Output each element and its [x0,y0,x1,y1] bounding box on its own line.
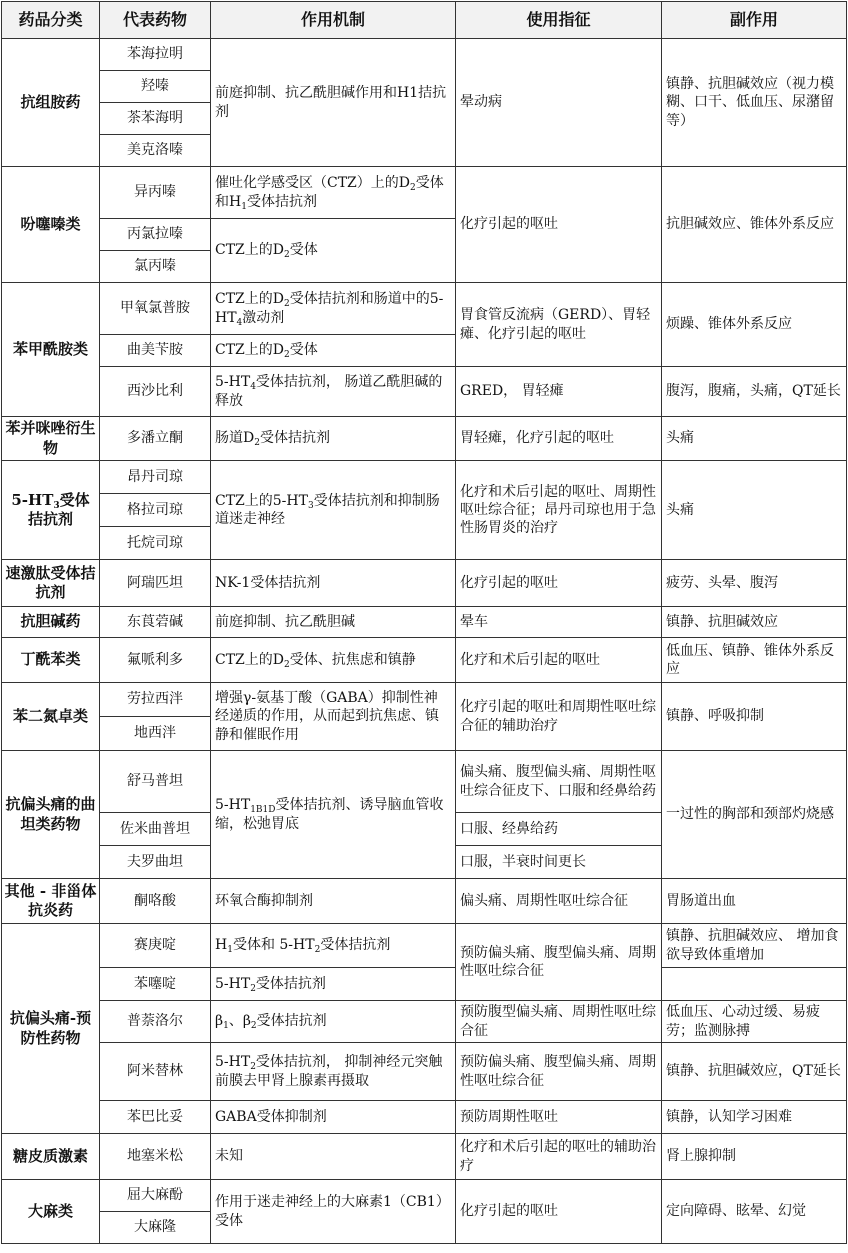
side-effects-cell: 镇静，认知学习困难 [662,1101,847,1134]
indication-cell: 晕车 [456,607,662,638]
mechanism-cell: $5-HT_2$受体拮抗剂 [211,968,456,1001]
mechanism-cell: $\beta_1$、$\beta_2$受体拮抗剂 [211,1001,456,1043]
side-effects-cell: 低血压、心动过缓、易疲劳；监测脉搏 [662,1001,847,1043]
drug-cell: 阿瑞匹坦 [100,560,211,607]
drug-cell: 阿米替林 [100,1043,211,1101]
indication-cell: 偏头痛、腹型偏头痛、周期性呕吐综合征皮下、口服和经鼻给药 [456,751,662,813]
indication-cell: 化疗引起的呕吐 [456,1180,662,1244]
indication-cell: 化疗和术后引起的呕吐的辅助治疗 [456,1134,662,1180]
drug-cell: 酮咯酸 [100,879,211,924]
table-row [2,1043,847,1101]
category-cell: $5-HT_3$受体拮抗剂 [2,461,100,560]
mechanism-cell: 增强γ-氨基丁酸（GABA）抑制性神经递质的作用，从而起到抗焦虑、镇静和催眠作用 [211,683,456,751]
drug-cell: 舒马普坦 [100,751,211,813]
table-row [2,638,847,683]
drug-cell: 昂丹司琼 [100,461,211,494]
side-effects-cell: 疲劳、头晕、腹泻 [662,560,847,607]
category-cell: 丁酰苯类 [2,638,100,683]
category-cell: 抗组胺药 [2,39,100,167]
drug-cell: 多潘立酮 [100,417,211,461]
mechanism-cell: $5-HT_2$受体拮抗剂， 抑制神经元突触前膜去甲肾上腺素再摄取 [211,1043,456,1101]
drug-cell: 格拉司琼 [100,494,211,527]
side-effects-cell: 镇静、抗胆碱效应，QT延长 [662,1043,847,1101]
table-row [2,968,847,1001]
drug-cell: 西沙比利 [100,367,211,417]
drug-cell: 东莨菪碱 [100,607,211,638]
table-row [2,283,847,335]
mechanism-cell: 未知 [211,1134,456,1180]
drug-cell: 羟嗪 [100,71,211,103]
indication-cell: 化疗引起的呕吐和周期性呕吐综合征的辅助治疗 [456,683,662,751]
header-row [2,2,847,39]
drug-cell: 氯丙嗪 [100,251,211,283]
drug-cell: 丙氯拉嗪 [100,219,211,251]
category-cell: 吩噻嗪类 [2,167,100,283]
mechanism-cell: 作用于迷走神经上的大麻素1（CB1）受体 [211,1180,456,1244]
drug-cell: 赛庚啶 [100,924,211,968]
header-side-effects: 副作用 [662,2,847,39]
table-row [2,1101,847,1134]
drug-cell: 普萘洛尔 [100,1001,211,1043]
indication-cell: 胃轻瘫，化疗引起的呕吐 [456,417,662,461]
category-cell: 糖皮质激素 [2,1134,100,1180]
header-category: 药品分类 [2,2,100,39]
mechanism-cell: GABA受体抑制剂 [211,1101,456,1134]
drug-cell: 夫罗曲坦 [100,846,211,879]
side-effects-cell: 肾上腺抑制 [662,1134,847,1180]
table-row [2,1134,847,1180]
indication-cell: 晕动病 [456,39,662,167]
drug-cell: 地西泮 [100,717,211,751]
side-effects-cell: 头痛 [662,417,847,461]
mechanism-cell: 催吐化学感受区（CTZ）上的$D_2$受体和$H_1$受体拮抗剂 [211,167,456,219]
mechanism-cell: $5-HT_4$受体拮抗剂， 肠道乙酰胆碱的释放 [211,367,456,417]
antiemetic-drug-table [1,1,847,1244]
mechanism-cell: $5-HT_{1B1D}$受体拮抗剂、诱导脑血管收缩，松弛胃底 [211,751,456,879]
drug-cell: 劳拉西泮 [100,683,211,717]
side-effects-cell: 镇静、抗胆碱效应（视力模糊、口干、低血压、尿潴留等） [662,39,847,167]
side-effects-cell: 烦躁、锥体外系反应 [662,283,847,367]
side-effects-cell: 胃肠道出血 [662,879,847,924]
mechanism-cell: 肠道$D_2$受体拮抗剂 [211,417,456,461]
indication-cell: 预防腹型偏头痛、周期性呕吐综合征 [456,1001,662,1043]
category-cell: 抗偏头痛-预防性药物 [2,924,100,1134]
category-cell: 苯甲酰胺类 [2,283,100,417]
indication-cell: 口服、经鼻给药 [456,813,662,846]
drug-cell: 大麻隆 [100,1212,211,1244]
mechanism-cell: $H_1$受体和 $5-HT_2$受体拮抗剂 [211,924,456,968]
indication-cell: 化疗引起的呕吐 [456,167,662,283]
table-row [2,683,847,717]
drug-cell: 苯海拉明 [100,39,211,71]
drug-cell: 地塞米松 [100,1134,211,1180]
mechanism-cell: 环氧合酶抑制剂 [211,879,456,924]
mechanism-cell: CTZ上的$D_2$受体 [211,335,456,367]
side-effects-cell: 一过性的胸部和颈部灼烧感 [662,751,847,879]
drug-cell: 佐米曲普坦 [100,813,211,846]
side-effects-cell: 低血压、镇静、锥体外系反应 [662,638,847,683]
side-effects-cell: 腹泻，腹痛，头痛，QT延长 [662,367,847,417]
table-row [2,924,847,968]
table-row [2,879,847,924]
category-cell: 其他 - 非甾体抗炎药 [2,879,100,924]
header-mechanism: 作用机制 [211,2,456,39]
indication-cell: 化疗和术后引起的呕吐、周期性呕吐综合征；昂丹司琼也用于急性肠胃炎的治疗 [456,461,662,560]
table-row [2,39,847,71]
category-cell: 苯二氮卓类 [2,683,100,751]
header-drug: 代表药物 [100,2,211,39]
indication-cell: 胃食管反流病（GERD）、胃轻瘫、化疗引起的呕吐 [456,283,662,367]
category-cell: 大麻类 [2,1180,100,1244]
table-row [2,560,847,607]
table-row [2,751,847,813]
drug-cell: 曲美苄胺 [100,335,211,367]
indication-cell: 预防周期性呕吐 [456,1101,662,1134]
empty-cell [662,968,847,1001]
drug-cell: 苯巴比妥 [100,1101,211,1134]
indication-cell: 偏头痛、周期性呕吐综合征 [456,879,662,924]
drug-cell: 甲氧氯普胺 [100,283,211,335]
category-cell: 苯并咪唑衍生物 [2,417,100,461]
side-effects-cell: 定向障碍、眩晕、幻觉 [662,1180,847,1244]
mechanism-cell: NK-1受体拮抗剂 [211,560,456,607]
mechanism-cell: CTZ上的$D_2$受体拮抗剂和肠道中的$5-HT_4$激动剂 [211,283,456,335]
table-row [2,1180,847,1212]
table-row [2,1001,847,1043]
category-cell: 速激肽受体拮抗剂 [2,560,100,607]
mechanism-cell: CTZ上的$D_2$受体、抗焦虑和镇静 [211,638,456,683]
indication-cell: 预防偏头痛、腹型偏头痛、周期性呕吐综合征 [456,1043,662,1101]
table-row [2,607,847,638]
mechanism-cell: 前庭抑制、抗乙酰胆碱作用和H1拮抗剂 [211,39,456,167]
indication-cell: 化疗和术后引起的呕吐 [456,638,662,683]
side-effects-cell: 镇静、抗胆碱效应、 增加食欲导致体重增加 [662,924,847,968]
indication-cell: GRED， 胃轻瘫 [456,367,662,417]
table-row [2,367,847,417]
drug-cell: 美克洛嗪 [100,135,211,167]
drug-cell: 屈大麻酚 [100,1180,211,1212]
indication-cell: 化疗引起的呕吐 [456,560,662,607]
category-cell: 抗偏头痛的曲坦类药物 [2,751,100,879]
side-effects-cell: 镇静、抗胆碱效应 [662,607,847,638]
table-row [2,167,847,219]
drug-cell: 异丙嗪 [100,167,211,219]
side-effects-cell: 镇静、呼吸抑制 [662,683,847,751]
indication-cell: 预防偏头痛、腹型偏头痛、周期性呕吐综合征 [456,924,662,1001]
drug-cell: 苯噻啶 [100,968,211,1001]
side-effects-cell: 头痛 [662,461,847,560]
drug-cell: 氟哌利多 [100,638,211,683]
category-cell: 抗胆碱药 [2,607,100,638]
mechanism-cell: CTZ上的$D_2$受体 [211,219,456,283]
indication-cell: 口服，半衰时间更长 [456,846,662,879]
side-effects-cell: 抗胆碱效应、锥体外系反应 [662,167,847,283]
table-row [2,417,847,461]
table-row [2,461,847,494]
mechanism-cell: CTZ上的$5-HT_3$受体拮抗剂和抑制肠道迷走神经 [211,461,456,560]
mechanism-cell: 前庭抑制、抗乙酰胆碱 [211,607,456,638]
header-indication: 使用指征 [456,2,662,39]
drug-cell: 茶苯海明 [100,103,211,135]
drug-cell: 托烷司琼 [100,527,211,560]
